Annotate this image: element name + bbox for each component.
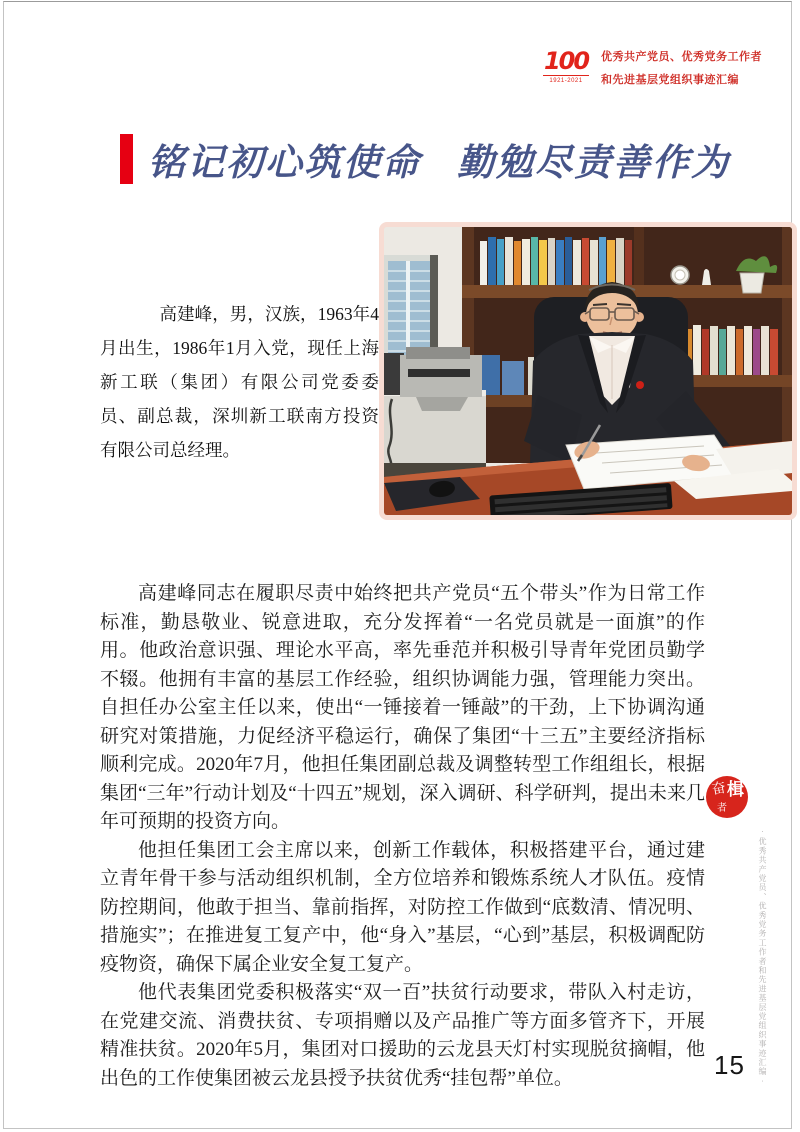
books-top-row — [480, 237, 632, 285]
office-photo-scene — [384, 227, 792, 515]
seal-char-1: 奋 — [710, 780, 728, 799]
chapter-title-row — [120, 132, 730, 186]
logo-years-text: 1921-2021 — [543, 75, 589, 85]
title-part-1: 铭记初心筑使命 — [148, 143, 421, 184]
bio-paragraph: 高建峰，男，汉族，1963年4月出生，1986年1月入党，现任上海新工联（集团）有限公司党委委员、副总裁，深圳新工联南方投资有限公司总经理。 — [100, 304, 379, 460]
page-number: 15 — [714, 1050, 745, 1080]
header-line-1: 优秀共产党员、优秀党务工作者 — [601, 51, 762, 63]
article-paragraph-2: 他担任集团工会主席以来，创新工作载体，积极搭建平台，通过建立青年骨干参与活动组织机制，全方位培养和锻炼系统人才队伍。疫情防控期间，他敢于担当、靠前指挥，对防控工作做到“底数清、情况明、措施实”；在推进复工复产中，他“身入”基层，“心到”基层，积极调配防疫物资，确保下属企业安全复工复产。 — [100, 839, 705, 975]
article-paragraph-1: 高建峰同志在履职尽责中始终把共产党员“五个带头”作为日常工作标准，勤恳敬业、锐意进取，充分发挥着“一名党员就是一面旗”的作用。他政治意识强、理论水平高，率先垂范并积极引导青年党团员勤学不辍。他拥有丰富的基层工作经验，组织协调能力强，管理能力突出。自担任办公室主任以来，使出“一锤接着一锤敲”的干劲，上下协调沟通研究对策措施，力促经济平稳运行，确保了集团“十三五”主要经济指标顺利完成。2020年7月，他担任集团副总裁及调整转型工作组组长，根据集团“三年”行动计划及“十四五”规划，深入调研、科学研判，提出未来几年可预期的投资方向。 — [100, 583, 705, 832]
logo-100-text: 100 — [543, 47, 589, 75]
article-body — [100, 580, 705, 1093]
title-accent-bar — [120, 134, 133, 184]
cpc-centenary-logo-icon — [543, 46, 589, 85]
header-line-2: 和先进基层党组织事迹汇编 — [601, 74, 739, 86]
series-seal-icon — [706, 776, 748, 818]
portrait-photo — [379, 222, 797, 520]
printer — [384, 347, 486, 477]
title-part-2: 勤勉尽责善作为 — [457, 143, 730, 184]
margin-vertical-title: ·优秀共产党员、优秀党务工作者和先进基层党组织事迹汇编· — [758, 827, 767, 1087]
seal-char-3: 者 — [717, 803, 727, 814]
booklet-header — [543, 46, 762, 92]
article-paragraph-3: 他代表集团党委积极落实“双一百”扶贫行动要求，带队入村走访，在党建交流、消费扶贫、专项捐赠以及产品推广等方面多管齐下，开展精准扶贫。2020年5月，集团对口援助的云龙县天灯村实现脱贫摘帽，他出色的工作使集团被云龙县授予扶贫优秀“挂包帮”单位。 — [100, 982, 705, 1089]
seal-char-2: 楫 — [727, 780, 744, 799]
chapter-title — [148, 132, 730, 186]
header-series-title — [601, 46, 762, 92]
party-pin — [636, 381, 644, 389]
